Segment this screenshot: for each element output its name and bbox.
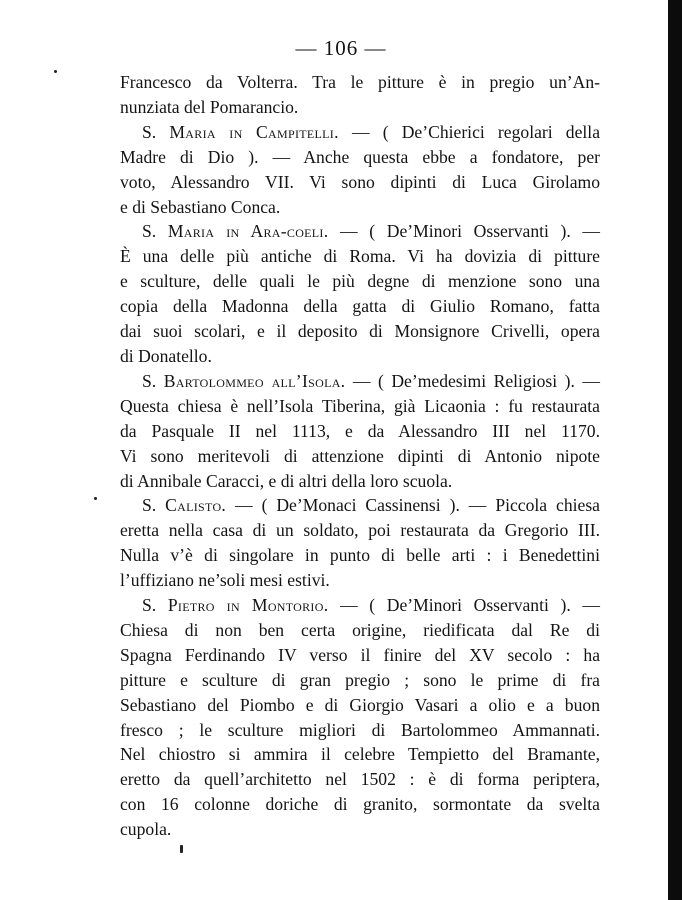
text-line <box>120 518 600 543</box>
text-line <box>120 244 600 269</box>
text-segment: Sebastiano del Piombo e di Giorgio Vasari a olio e a buon <box>120 694 600 715</box>
text-line <box>120 767 600 792</box>
text-segment: Questa chiesa è nell’Isola Tiberina, già Licaonia : fu restaurata <box>120 395 600 416</box>
text-segment: — ( De’Monaci Cassinensi ). — Piccola chiesa <box>226 495 600 516</box>
text-segment: S. <box>142 221 168 242</box>
text-line <box>120 593 600 618</box>
text-line <box>120 493 600 518</box>
text-line <box>120 219 600 244</box>
text-line <box>120 344 600 369</box>
text-line <box>120 369 600 394</box>
text-segment: È una delle più antiche di Roma. Vi ha dovizia di pitture <box>120 246 600 267</box>
text-line <box>120 742 600 767</box>
text-line <box>120 269 600 294</box>
text-segment: S. <box>142 595 168 616</box>
text-segment: da Pasquale II nel 1113, e da Alessandro III nel 1170. <box>120 420 600 441</box>
text-segment: di Annibale Caracci, e di altri della loro scuola. <box>120 470 453 491</box>
church-name: Bartolommeo all’Isola. <box>163 370 346 391</box>
text-segment: di Donatello. <box>120 345 212 366</box>
text-line <box>120 419 600 444</box>
bleed-through-text <box>190 808 194 825</box>
text-segment: l’uffiziano ne’soli mesi estivi. <box>120 570 330 591</box>
text-segment: — ( De’medesimi Religiosi ). — <box>345 370 600 391</box>
text-segment: — ( De’Minori Osservanti ). — <box>328 595 600 616</box>
text-segment: pitture e sculture di gran pregio ; sono le prime di fra <box>120 669 600 690</box>
text-segment: Francesco da Volterra. Tra le pitture è in pregio un’An- <box>120 72 600 92</box>
text-line <box>120 394 600 419</box>
text-line <box>120 643 600 668</box>
text-line <box>120 543 600 568</box>
text-segment: Chiesa di non ben certa origine, riedificata dal Re di <box>120 619 600 640</box>
church-name: Pietro in Montorio. <box>167 595 329 616</box>
text-segment: dai suoi scolari, e il deposito di Monsignore Crivelli, opera <box>120 321 600 342</box>
text-segment: Spagna Ferdinando IV verso il finire del XV secolo : ha <box>120 644 600 665</box>
paper-speck <box>180 845 183 853</box>
text-segment: eretto da quell’architetto nel 1502 : è di forma periptera, <box>120 769 600 790</box>
text-segment: e di Sebastiano Conca. <box>120 196 281 217</box>
text-line <box>120 718 600 743</box>
text-line <box>120 668 600 693</box>
text-segment: S. <box>142 121 170 142</box>
text-line <box>120 120 600 145</box>
text-line <box>120 618 600 643</box>
paper-speck <box>54 70 57 73</box>
text-line <box>120 70 600 95</box>
text-segment: Nel chiostro si ammira il celebre Tempietto del Bramante, <box>120 744 600 765</box>
text-segment: — ( De’Minori Osservanti ). — <box>328 221 601 242</box>
church-name: Calisto. <box>165 495 227 516</box>
church-name: Maria in Ara-coeli. <box>167 221 329 242</box>
text-line <box>120 95 600 120</box>
text-segment: S. <box>142 370 164 391</box>
text-line <box>120 568 600 593</box>
text-segment: voto, Alessandro VII. Vi sono dipinti di Luca Girolamo <box>120 171 600 192</box>
text-line <box>120 693 600 718</box>
text-segment: S. <box>142 495 166 516</box>
text-segment: con 16 colonne doriche di granito, sormontate da svelta <box>120 794 600 815</box>
text-line <box>120 444 600 469</box>
text-segment: — ( De’Chierici regolari della <box>338 121 600 142</box>
text-segment: copia della Madonna della gatta di Giulio Romano, fatta <box>120 296 600 317</box>
text-line <box>120 294 600 319</box>
text-segment: cupola. <box>120 819 172 840</box>
text-segment: Nulla v’è di singolare in punto di belle arti : i Benedettini <box>120 545 600 566</box>
text-line <box>120 195 600 220</box>
paper-speck <box>94 497 97 500</box>
page-body-text <box>120 70 600 842</box>
text-line <box>120 145 600 170</box>
text-line <box>120 170 600 195</box>
text-line <box>120 469 600 494</box>
scan-edge <box>668 0 682 900</box>
text-segment: eretta nella casa di un soldato, poi restaurata da Gregorio III. <box>120 520 600 541</box>
text-segment: e sculture, delle quali le più degne di menzione sono una <box>120 271 600 292</box>
text-segment: nunziata del Pomarancio. <box>120 96 299 117</box>
text-segment: Vi sono meritevoli di attenzione dipinti di Antonio nipote <box>120 445 600 466</box>
text-segment: Madre di Dio ). — Anche questa ebbe a fondatore, per <box>120 146 600 167</box>
text-segment: fresco ; le sculture migliori di Bartolommeo Ammannati. <box>120 719 600 740</box>
page-number: — 106 — <box>295 36 387 60</box>
church-name: Maria in Campitelli. <box>169 121 339 142</box>
text-line <box>120 319 600 344</box>
